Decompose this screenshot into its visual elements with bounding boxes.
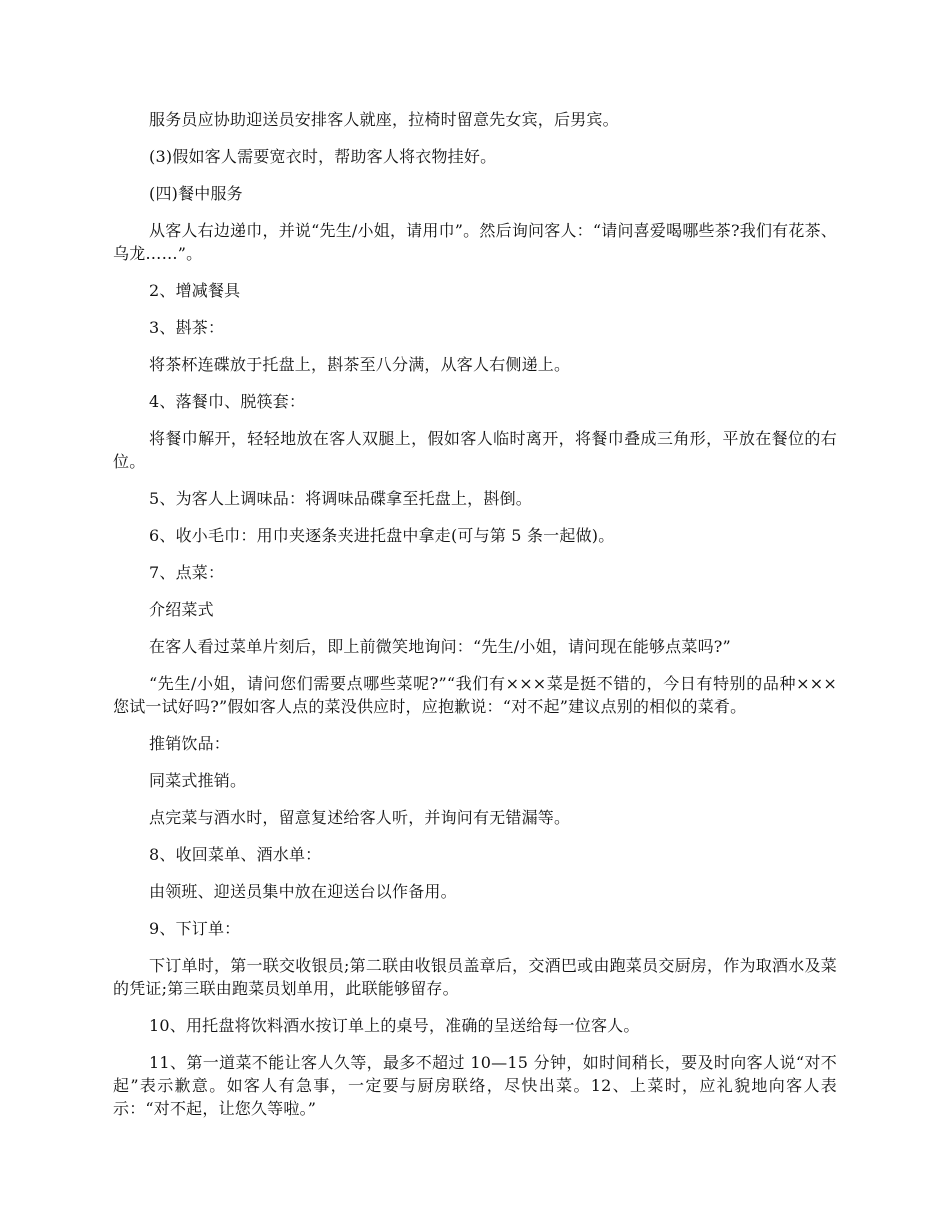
paragraph-recommend-dishes: “先生/小姐，请问您们需要点哪些菜呢?”“我们有×××菜是挺不错的，今日有特别的品种×××您试一试好吗?”假如客人点的菜没供应时，应抱歉说：“对不起”建议点别的相似的菜肴。 (113, 674, 837, 716)
item-heading-pour-tea: 3、斟茶： (149, 318, 225, 337)
paragraph-seating: 服务员应协助迎送员安排客人就座，拉椅时留意先女宾，后男宾。 (149, 110, 619, 129)
paragraph-repeat-order: 点完菜与酒水时，留意复述给客人听，并询问有无错漏等。 (149, 808, 571, 827)
paragraph-towel-tea: 从客人右边递巾，并说“先生/小姐，请用巾”。然后询问客人：“请问喜爱喝哪些茶?我们有花茶、乌龙……”。 (113, 221, 837, 263)
paragraph-ask-order: 在客人看过菜单片刻后，即上前微笑地询问：“先生/小姐，请问现在能够点菜吗?” (149, 637, 731, 656)
section-heading-dining-service: (四)餐中服务 (149, 184, 243, 203)
item-heading-tableware: 2、增减餐具 (149, 281, 241, 300)
paragraph-napkin: 将餐巾解开，轻轻地放在客人双腿上，假如客人临时离开，将餐巾叠成三角形，平放在餐位的右位。 (113, 429, 837, 471)
paragraph-pour-tea: 将茶杯连碟放于托盘上，斟茶至八分满，从客人右侧递上。 (149, 355, 571, 374)
paragraph-same-as-dishes: 同菜式推销。 (149, 771, 247, 790)
item-heading-ordering: 7、点菜： (149, 563, 225, 582)
item-heading-collect-menu: 8、收回菜单、酒水单： (149, 845, 322, 864)
item-heading-napkin: 4、落餐巾、脱筷套： (149, 392, 306, 411)
paragraph-promote-drinks: 推销饮品： (149, 734, 231, 753)
paragraph-collect-menu: 由领班、迎送员集中放在迎送台以作备用。 (149, 882, 457, 901)
item-small-towel: 6、收小毛巾：用巾夹逐条夹进托盘中拿走(可与第 5 条一起做)。 (149, 526, 615, 545)
paragraph-introduce-dishes: 介绍菜式 (149, 600, 214, 619)
item-heading-place-order: 9、下订单： (149, 919, 241, 938)
document-page (113, 108, 837, 1134)
paragraph-coat: (3)假如客人需要宽衣时，帮助客人将衣物挂好。 (149, 147, 497, 166)
item-serve-drinks: 10、用托盘将饮料酒水按订单上的桌号，准确的呈送给每一位客人。 (149, 1016, 640, 1035)
paragraph-place-order: 下订单时，第一联交收银员;第二联由收银员盖章后，交酒巴或由跑菜员交厨房，作为取酒水及菜的凭证;第三联由跑菜员划单用，此联能够留存。 (113, 956, 837, 998)
item-first-dish: 11、第一道菜不能让客人久等，最多不超过 10—15 分钟，如时间稍长，要及时向客人说“对不起”表示歉意。如客人有急事，一定要与厨房联络，尽快出菜。12、上菜时，应礼貌地向客人表示：“对不起，让您久等啦。” (113, 1053, 837, 1118)
item-condiments: 5、为客人上调味品：将调味品碟拿至托盘上，斟倒。 (149, 489, 532, 508)
